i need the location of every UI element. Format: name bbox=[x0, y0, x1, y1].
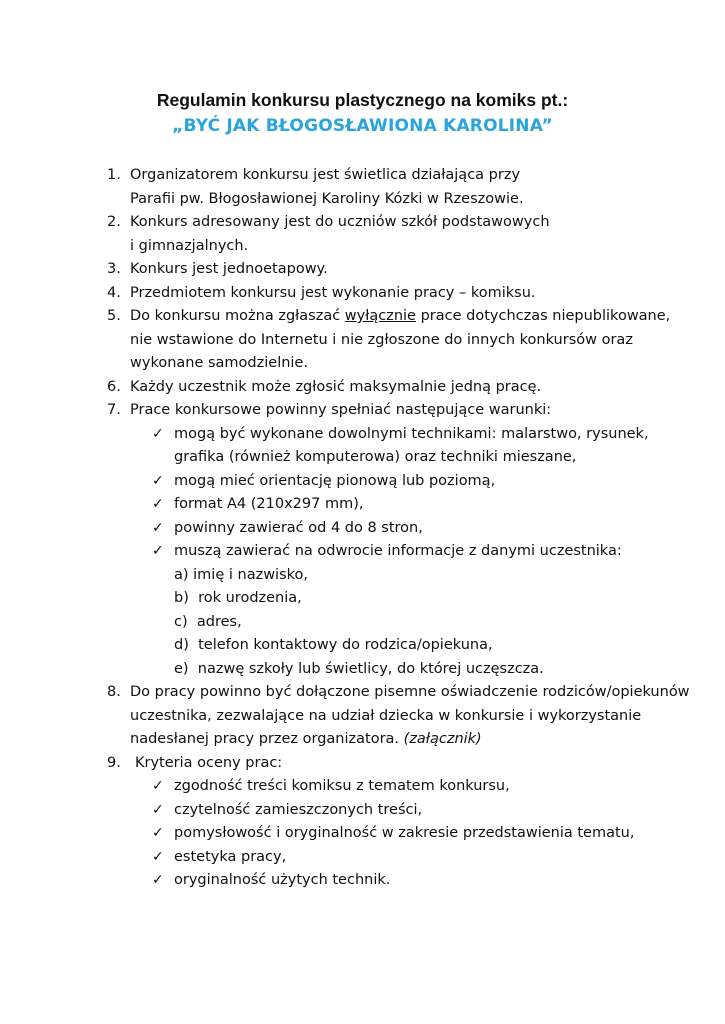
criterion-text: estetyka pracy, bbox=[174, 849, 287, 865]
item-text: Przedmiotem konkursu jest wykonanie pracy – komiksu. bbox=[130, 285, 536, 301]
item-number: 7. bbox=[107, 402, 121, 418]
item-number: 3. bbox=[107, 261, 121, 277]
document-title: Regulamin konkursu plastycznego na komiks pt.: bbox=[156, 90, 569, 110]
checkmark-icon: ✓ bbox=[152, 520, 164, 536]
condition-text: powinny zawierać od 4 do 8 stron, bbox=[174, 520, 423, 536]
subitem: a) imię i nazwisko, bbox=[174, 567, 308, 583]
checkmark-icon: ✓ bbox=[152, 849, 164, 865]
checkmark-icon: ✓ bbox=[152, 496, 164, 512]
criterion-text: pomysłowość i oryginalność w zakresie przedstawienia tematu, bbox=[174, 825, 635, 841]
subitem: c) adres, bbox=[174, 614, 242, 630]
subitem: d) telefon kontaktowy do rodzica/opiekuna, bbox=[174, 637, 493, 653]
checkmark-icon: ✓ bbox=[152, 825, 164, 841]
item-text: Organizatorem konkursu jest świetlica działająca przy bbox=[130, 167, 521, 183]
item-text: uczestnika, zezwalające na udział dziecka w konkursie i wykorzystanie bbox=[130, 708, 642, 724]
item-text: nadesłanej pracy przez organizatora. (załącznik) bbox=[130, 731, 482, 747]
checkmark-icon: ✓ bbox=[152, 543, 164, 559]
condition-text: grafika (również komputerowa) oraz techniki mieszane, bbox=[174, 449, 577, 465]
criterion-text: oryginalność użytych technik. bbox=[174, 872, 391, 888]
item-number: 1. bbox=[107, 167, 121, 183]
checkmark-icon: ✓ bbox=[152, 778, 164, 794]
item-text: Kryteria oceny prac: bbox=[135, 755, 283, 771]
item-text: Każdy uczestnik może zgłosić maksymalnie jedną pracę. bbox=[130, 379, 542, 395]
item-text: Konkurs jest jednoetapowy. bbox=[130, 261, 328, 277]
underlined-word: wyłącznie bbox=[344, 308, 416, 324]
attachment-note: (załącznik) bbox=[403, 731, 482, 747]
item-text: nie wstawione do Internetu i nie zgłoszone do innych konkursów oraz bbox=[130, 332, 633, 348]
subitem: b) rok urodzenia, bbox=[174, 590, 302, 606]
condition-text: format A4 (210x297 mm), bbox=[174, 496, 364, 512]
subitem: e) nazwę szkoły lub świetlicy, do której uczęszcza. bbox=[174, 661, 544, 677]
criterion-text: zgodność treści komiksu z tematem konkursu, bbox=[174, 778, 510, 794]
condition-text: muszą zawierać na odwrocie informacje z danymi uczestnika: bbox=[174, 543, 622, 559]
item-text: i gimnazjalnych. bbox=[130, 238, 249, 254]
item-text: Prace konkursowe powinny spełniać następujące warunki: bbox=[130, 402, 552, 418]
criterion-text: czytelność zamieszczonych treści, bbox=[174, 802, 423, 818]
item-number: 4. bbox=[107, 285, 121, 301]
checkmark-icon: ✓ bbox=[152, 802, 164, 818]
checkmark-icon: ✓ bbox=[152, 872, 164, 888]
item-text: Do pracy powinno być dołączone pisemne oświadczenie rodziców/opiekunów bbox=[130, 684, 690, 700]
condition-text: mogą mieć orientację pionową lub poziomą, bbox=[174, 473, 496, 489]
checkmark-icon: ✓ bbox=[152, 426, 164, 442]
item-number: 6. bbox=[107, 379, 121, 395]
item-text: wykonane samodzielnie. bbox=[130, 355, 308, 371]
item-text: Konkurs adresowany jest do uczniów szkół podstawowych bbox=[130, 214, 550, 230]
item-number: 2. bbox=[107, 214, 121, 230]
item-number: 9. bbox=[107, 755, 121, 771]
item-text: Do konkursu można zgłaszać wyłącznie prace dotychczas niepublikowane, bbox=[130, 308, 671, 324]
checkmark-icon: ✓ bbox=[152, 473, 164, 489]
item-number: 8. bbox=[107, 684, 121, 700]
condition-text: mogą być wykonane dowolnymi technikami: malarstwo, rysunek, bbox=[174, 426, 649, 442]
item-text: Parafii pw. Błogosławionej Karoliny Kózki w Rzeszowie. bbox=[130, 191, 524, 207]
item-number: 5. bbox=[107, 308, 121, 324]
document-subtitle: „BYĆ JAK BŁOGOSŁAWIONA KAROLINA” bbox=[172, 116, 553, 136]
